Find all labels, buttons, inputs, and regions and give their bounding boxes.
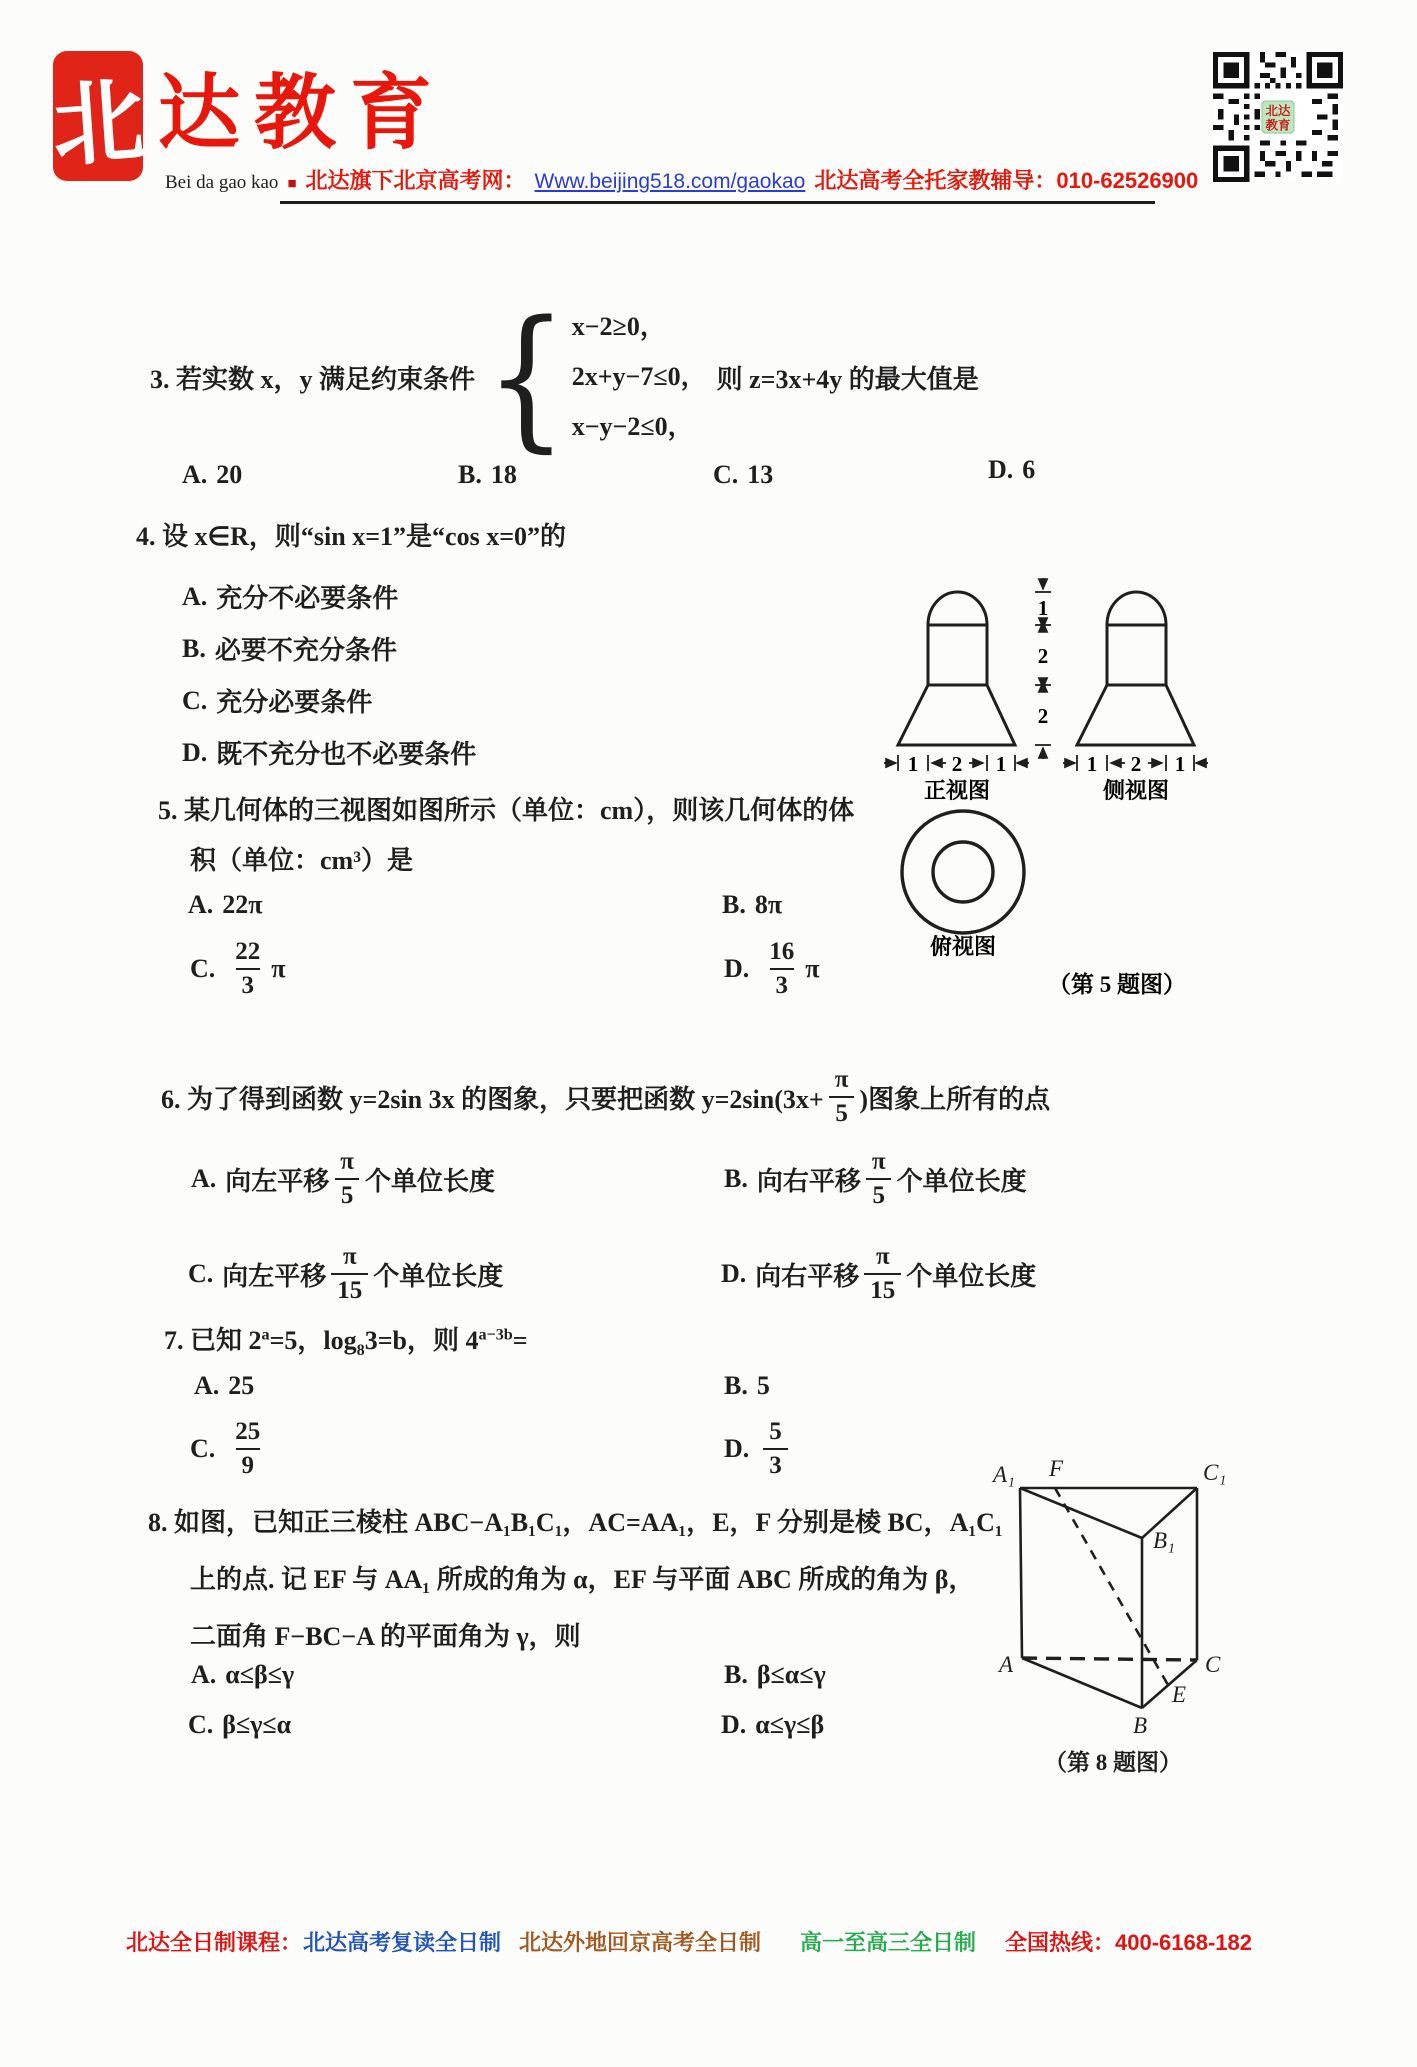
- header-tagline-row: [165, 164, 1198, 195]
- footer-course-return: 北达外地回京高考全日制: [519, 1930, 762, 1955]
- tagline-site: 北达旗下北京高考网：: [305, 168, 526, 193]
- q4-option-c: C. 充分必要条件: [182, 685, 373, 717]
- system-brace: {: [485, 287, 568, 467]
- q5-figure-caption: （第 5 题图）: [1048, 972, 1186, 997]
- q5-option-a: A. 22π: [188, 890, 263, 919]
- brand-byline: Bei da gao kao: [165, 172, 279, 193]
- front-view-shape: [898, 592, 1015, 745]
- question-4-stem: 4. 设 x∈R，则“sin x=1”是“cos x=0”的: [136, 522, 567, 551]
- brand-name: 达教育: [158, 68, 447, 159]
- vertex-a: A: [999, 1652, 1014, 1677]
- q4-option-b: B. 必要不充分条件: [182, 633, 397, 665]
- svg-text:1: 1: [907, 752, 919, 776]
- side-view-label: 侧视图: [1102, 778, 1170, 803]
- q7-option-b: B. 5: [724, 1371, 770, 1400]
- footer-course-grades: 高一至高三全日制: [800, 1930, 977, 1955]
- footer-hotline: 全国热线：400-6168-182: [1005, 1930, 1253, 1955]
- svg-text:1: 1: [1037, 596, 1049, 620]
- q3-option-a: A. 20: [182, 460, 243, 489]
- q7-option-c: C. $\frac{25}{9}$: [190, 1418, 261, 1479]
- question-5-stem-line2: 积（单位：cm³）是: [190, 846, 413, 875]
- svg-text:1: 1: [1086, 752, 1098, 776]
- footer-course-label: 北达全日制课程：: [126, 1930, 303, 1955]
- q3-constraint-2: 2x+y−7≤0，: [571, 362, 707, 391]
- q5-option-c: C. $\frac{22}{3}$ π: [190, 938, 286, 999]
- q3-option-d: D. 6: [988, 455, 1036, 484]
- svg-text:2: 2: [1130, 752, 1142, 776]
- prism-solid-edges: [1020, 1488, 1197, 1708]
- q8-option-b: B. β≤α≤γ: [724, 1660, 826, 1689]
- qr-badge-line2: 教育: [1265, 118, 1291, 133]
- q6-option-a: A. 向左平移 $\frac{\pi}{5}$ 个单位长度: [191, 1148, 496, 1209]
- q3-constraint-system: [572, 302, 707, 452]
- q5-option-b: B. 8π: [722, 890, 783, 919]
- question-8-stem-line3: 二面角 F−BC−A 的平面角为 γ，则: [190, 1622, 581, 1651]
- q3-constraint-3: x−y−2≤0，: [571, 412, 694, 441]
- q6-option-d: D. 向右平移 $\frac{\pi}{15}$ 个单位长度: [721, 1243, 1037, 1304]
- q3-stem-pre: 3. 若实数 x，y 满足约束条件: [150, 364, 476, 394]
- question-7-stem: 7. 已知 $2^a=5$，$\log_83=b$，则 $4^{a-3b}=$: [164, 1326, 528, 1360]
- q5-three-view-figure: [880, 560, 1270, 1020]
- svg-text:2: 2: [1037, 704, 1049, 728]
- svg-text:2: 2: [951, 752, 963, 776]
- svg-text:2: 2: [1037, 644, 1049, 668]
- vertex-c1: C₁: [1203, 1460, 1227, 1485]
- question-6-stem: 6. 为了得到函数 y=2sin 3x 的图象，只要把函数 y=2sin(3x+ $\frac{\pi}{5}$ )图象上所有的点: [161, 1066, 1051, 1127]
- svg-text:1: 1: [1174, 752, 1186, 776]
- website-link[interactable]: Www.beijing518.com/gaokao: [534, 170, 806, 193]
- q7-option-a: A. 25: [194, 1371, 255, 1400]
- q6-option-b: B. 向右平移 $\frac{\pi}{5}$ 个单位长度: [724, 1148, 1027, 1209]
- q8-prism-figure: [975, 1450, 1275, 1790]
- vertex-e: E: [1172, 1682, 1187, 1707]
- header-divider: [280, 201, 1155, 204]
- q4-option-a: A. 充分不必要条件: [182, 581, 399, 613]
- q3-option-c: C. 13: [713, 460, 774, 489]
- front-view-label: 正视图: [923, 778, 991, 803]
- question-3-stem: [150, 287, 979, 467]
- q7-option-d: D. $\frac{5}{3}$: [724, 1418, 793, 1480]
- q8-figure-caption: （第 8 题图）: [1044, 1750, 1182, 1775]
- q3-constraint-1: x−2≥0，: [571, 312, 666, 341]
- prism-vertex-labels: [991, 1456, 1226, 1738]
- vertex-c: C: [1205, 1652, 1221, 1677]
- q4-option-d: D. 既不充分也不必要条件: [182, 737, 477, 769]
- q3-option-b: B. 18: [458, 460, 517, 489]
- brand-logo-stamp: [49, 53, 149, 179]
- q8-option-d: D. α≤γ≤β: [721, 1710, 825, 1739]
- svg-text:1: 1: [995, 752, 1007, 776]
- vertex-a1: A₁: [993, 1462, 1016, 1487]
- vertex-f: F: [1049, 1456, 1064, 1481]
- top-view-label: 俯视图: [929, 934, 997, 959]
- q5-option-d: D. $\frac{16}{3}$ π: [724, 938, 820, 999]
- prism-dashed-edges: [1022, 1488, 1197, 1685]
- square-bullet-icon: ■: [287, 176, 297, 192]
- logo-character: 北: [49, 69, 149, 179]
- tagline-phone: 北达高考全托家教辅导：010-62526900: [814, 168, 1199, 193]
- q3-stem-post: 则 z=3x+4y 的最大值是: [716, 364, 979, 394]
- vertex-b: B: [1133, 1713, 1148, 1738]
- side-view-shape: [1077, 592, 1194, 745]
- question-8-stem-line1: 8. 如图，已知正三棱柱 ABC−A₁B₁C₁，AC=AA₁，E，F 分别是棱 BC，A₁C₁: [148, 1508, 1003, 1537]
- question-5-stem-line1: 5. 某几何体的三视图如图所示（单位：cm），则该几何体的体: [158, 796, 855, 825]
- question-8-stem-line2: 上的点. 记 EF 与 AA₁ 所成的角为 α，EF 与平面 ABC 所成的角为 β，: [190, 1565, 975, 1594]
- vertex-b1: B₁: [1153, 1528, 1176, 1553]
- qr-code: [1213, 52, 1343, 182]
- q8-option-a: A. α≤β≤γ: [191, 1660, 295, 1689]
- top-view-shape: [902, 811, 1024, 933]
- q6-option-c: C. 向左平移 $\frac{\pi}{15}$ 个单位长度: [188, 1243, 504, 1304]
- footer-course-fulltime: 北达高考复读全日制: [303, 1930, 502, 1955]
- q8-option-c: C. β≤γ≤α: [188, 1710, 292, 1739]
- qr-badge-line1: 北达: [1265, 103, 1291, 118]
